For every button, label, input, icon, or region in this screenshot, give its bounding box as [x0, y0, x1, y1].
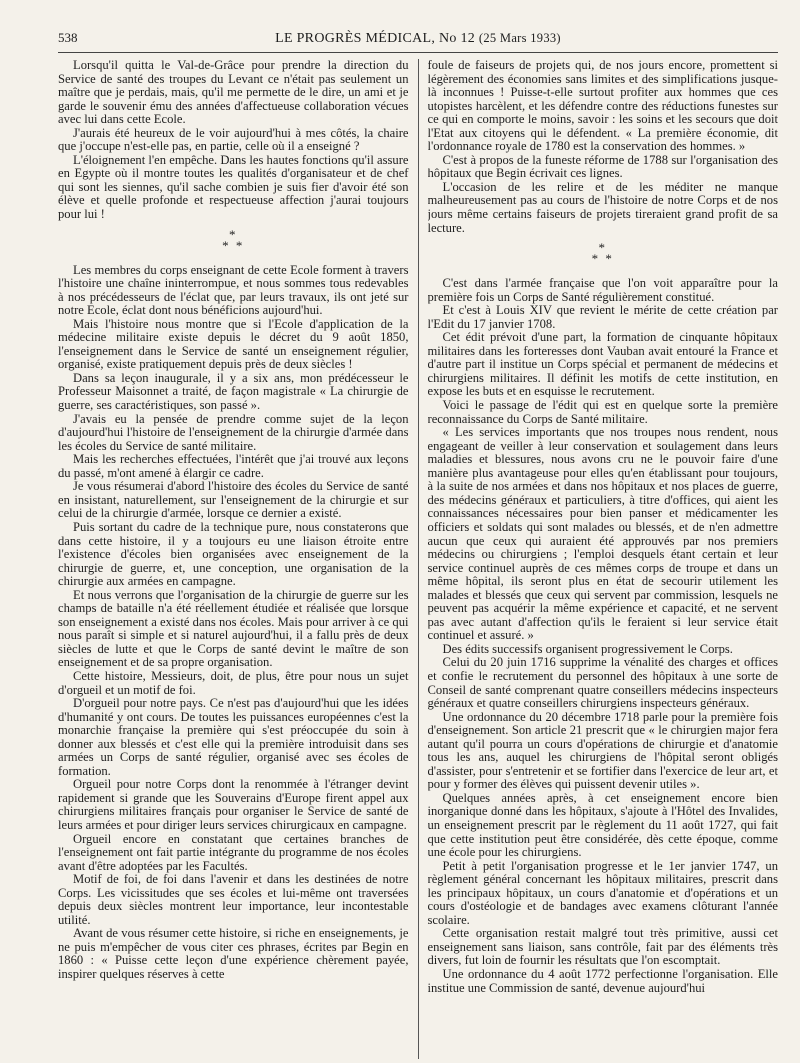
text-columns: [58, 59, 778, 1059]
section-separator: [428, 240, 779, 267]
paragraph: Puis sortant du cadre de la technique pure, nous constaterons que dans cette histoire, il y a toujours eu une liaison étroite entre l'existence d'écoles bien organisées avec enseignement de la chirurgie de guerre, et, une conception, une organisation de la chirurgie aux armées en campagne.: [58, 519, 409, 589]
right-block-1: [428, 59, 779, 235]
separator-star: *: [222, 237, 231, 253]
paragraph: Les membres du corps enseignant de cette Ecole forment à travers l'histoire une chaîne ininterrompue, et nous sommes tous redevables à nos précédesseurs de l'éclat que, par leurs travaux, ils ont jeté sur notre Ecole, éclat dont nous bénéficions aujourd'hui.: [58, 262, 409, 318]
separator-star: *: [229, 226, 238, 242]
paragraph: Lorsqu'il quitta le Val-de-Grâce pour prendre la direction du Service de santé des troupes du Levant ce n'était pas seulement un maître que je perdais, mais, qu'il me permette de le dire, un ami et je garde le souvenir ému des années d'affectueuse collaboration vécues avec lui dans cette Ecole.: [58, 59, 409, 127]
paragraph: Une ordonnance du 4 août 1772 perfectionne l'organisation. Elle institue une Commission de santé, devenue aujourd'hui: [427, 967, 778, 995]
paragraph-continued: foule de faiseurs de projets qui, de nos jours encore, promettent si légèrement des économies sans limites et des simplifications jusque-là inconnues ! Puisse-t-elle surtout profiter aux hommes que ces utopistes harcèlent, et les défendre contre des réductions funestes sur ce qui en comporte le moins, savoir : les soins et les secours que doit l'Etat aux citoyens qui le défendent. « La première économie, dit l'ordonnance royale de 1780 est la conservation des hommes. »: [427, 59, 778, 154]
section-separator: [58, 226, 409, 253]
issue-date: (25 Mars 1933): [478, 31, 561, 45]
paragraph: J'avais eu la pensée de prendre comme sujet de la leçon d'aujourd'hui l'histoire de l'enseignement de la chirurgie d'armée dans les écoles du Service de santé militaire.: [58, 411, 409, 453]
paragraph: Cette organisation restait malgré tout très primitive, aussi cet enseignement sans liaison, sans contrôle, fait par des éléments très divers, fut loin de fournir les résultats que l'on escomptait.: [427, 926, 778, 968]
left-column: [58, 59, 409, 1059]
journal-title: [128, 31, 708, 47]
paragraph: Petit à petit l'organisation progresse et le 1er janvier 1747, un règlement général concernant les hôpitaux militaires, prescrit dans les principaux hôpitaux, un cours d'anatomie et d'opérations et un cours d'ostéologie et de bandages avec examens clôturant l'année scolaire.: [427, 858, 778, 927]
paragraph: Orgueil pour notre Corps dont la renommée à l'étranger devint rapidement si grande que les Souverains d'Europe firent appel aux chirurgiens militaires français pour organiser le Service de santé de leurs armées et pour diriger leurs services chirurgicaux en campagne.: [58, 777, 409, 832]
separator-star: *: [605, 251, 614, 267]
page-number: 538: [58, 30, 78, 45]
paragraph: « Les services importants que nos troupes nous rendent, nous engageant de veiller à leur conservation et soulagement dans leurs maladies et blessures, nous avons cru ne le pouvoir faire d'une manière plus avantageuse pour elles qu'en établissant pour toujours, à la suite de nos armées et dans nos hôpitaux et nos places de guerre, des médecins généraux et particuliers, à titre d'offices, qui aient les connaissances nécessaires pour bien panser et médicamenter les officiers et soldats qui sont malades ou blessés, et de n'en admettre aucun que ceux qui auraient été approuvés par nos premiers médecins ou chirurgiens ; l'emploi desquels étant certain et leur service continuel auprès de ces mêmes corps de troupe et dans un même hôpital, ils seront plus en état de secourir utilement les malades et blessés que ceux qui servent par commission, lesquels ne peuvent pas acquérir la même expérience et capacité, et ne servent pas avec autant d'affection qu'ils le feraient si leur service était continuel et assuré. »: [427, 425, 778, 643]
paragraph: Quelques années après, à cet enseignement encore bien inorganique donné dans les hôpitaux, s'ajoute à l'Hôtel des Invalides, un enseignement prescrit par le règlement du 11 août 1727, qui fait que cette institution peut être considérée, dès cette époque, comme une école pour les chirurgiens.: [427, 790, 778, 860]
paragraph: Je vous résumerai d'abord l'histoire des écoles du Service de santé en insistant, naturellement, sur l'enseignement de la chirurgie et sur celui de la chirurgie d'armée, lorsque ce dernier a existé.: [58, 479, 409, 521]
paragraph: Avant de vous résumer cette histoire, si riche en enseignements, je ne puis m'empêcher de vous citer ces phrases, écrites par Begin en 1860 : « Puisse cette leçon d'une expérience chèrement payée, inspirer quelques réserves à cette: [58, 926, 409, 981]
paragraph: Orgueil encore en constatant que certaines branches de l'enseignement ont fait partie intégrante du programme de nos écoles avant d'être adoptées par les Facultés.: [58, 831, 409, 873]
journal-name: LE PROGRÈS MÉDICAL, No 12: [275, 31, 476, 46]
left-block-1: [58, 59, 409, 222]
paragraph: Et nous verrons que l'organisation de la chirurgie de guerre sur les champs de bataille n'a été réellement étudiée et réalisée que lorsque son enseignement a existé dans nos écoles. Mais pour arriver à ce qui nous paraît si simple et si naturel aujourd'hui, il a fallu près de deux siècles de lutte et que le Corps de santé devint le maître de son enseignement et de sa propre organisation.: [58, 587, 409, 670]
paragraph: C'est dans l'armée française que l'on voit apparaître pour la première fois un Corps de Santé régulièrement constitué.: [427, 276, 778, 304]
paragraph: L'occasion de les relire et de les méditer ne manque malheureusement pas au cours de l'histoire de notre Corps et de nos jours même certains faiseurs de projets tireraient grand profit de sa lecture.: [427, 179, 778, 235]
paragraph: L'éloignement l'en empêche. Dans les hautes fonctions qu'il assure en Egypte où il montre toutes les qualités d'organisateur et de chef qui sont les siennes, qu'il sache combien je suis fier d'avoir été son élève et quelle profonde et respectueuse affection j'aurai toujours pour lui !: [58, 152, 409, 222]
right-block-2: [428, 277, 779, 995]
left-block-2: [58, 264, 409, 982]
paragraph: Dans sa leçon inaugurale, il y a six ans, mon prédécesseur le Professeur Maisonnet a traité, de façon magistrale « La chirurgie de guerre, ses caractéristiques, son passé ».: [58, 370, 409, 413]
paragraph: Cet édit prévoit d'une part, la formation de cinquante hôpitaux militaires dans les forteresses dont Vauban avait entouré la France et d'autre part il institue un Corps spécial et permanent de médecins et chirurgiens militaires. Il définit les motifs de cette institution, en expose les buts et en esquisse le recrutement.: [427, 330, 778, 399]
paragraph: C'est à propos de la funeste réforme de 1788 sur l'organisation des hôpitaux que Begin écrivait ces lignes.: [427, 152, 778, 181]
right-column: [428, 59, 779, 1059]
separator-star: *: [598, 240, 607, 256]
running-header: [58, 30, 778, 53]
paragraph: J'aurais été heureux de le voir aujourd'hui à mes côtés, la chaire que j'occupe n'est-elle pas, en partie, celle où il a enseigné ?: [58, 125, 409, 154]
separator-star: *: [235, 237, 245, 253]
paragraph: Et c'est à Louis XIV que revient le mérite de cette création par l'Edit du 17 janvier 1708.: [427, 303, 778, 331]
column-divider: [418, 59, 419, 1059]
paragraph: Une ordonnance du 20 décembre 1718 parle pour la première fois d'enseignement. Son article 21 prescrit que « le chirurgien major fera autant qu'il pourra un cours d'opérations de chirurgie et d'anatomie tous les ans, auquel les chirurgiens de l'hôpital seront obligés d'assister, pour s'entretenir et se fortifier dans l'exercice de leur art, et pour y former des élèves qui puissent devenir utiles ».: [427, 709, 778, 792]
paragraph: Celui du 20 juin 1716 supprime la vénalité des charges et offices et confie le recrutement du personnel des hôpitaux à une sorte de Conseil de santé comprenant quatre conseillers médecins inspecteurs généraux et quatre conseillers chirurgiens inspecteurs généraux.: [427, 655, 778, 711]
paragraph: Voici le passage de l'édit qui est en quelque sorte la première reconnaissance du Corps de Santé militaire.: [427, 398, 778, 426]
paragraph: Mais l'histoire nous montre que si l'Ecole d'application de la médecine militaire existe depuis le décret du 9 août 1850, l'enseignement dans le Service de santé un enseignement régulier, organisé, existe pratiquement depuis près de deux siècles !: [58, 316, 409, 372]
paragraph: Des édits successifs organisent progressivement le Corps.: [442, 641, 733, 656]
paragraph: D'orgueil pour notre pays. Ce n'est pas d'aujourd'hui que les idées d'humanité y ont cours. De toutes les puissances européennes c'est la monarchie française la première qui s'est préoccupée du soin à donner aux blessés et c'est elle qui la première introduisit dans ses armées un Corps de santé régulier, organisé avec ses écoles de formation.: [58, 696, 409, 778]
paragraph: Motif de foi, de foi dans l'avenir et dans les destinées de notre Corps. Les vicissitudes que ses écoles et lui-même ont traversées depuis deux siècles montrent leur importance, leur incontestable utilité.: [58, 872, 409, 927]
paragraph: Mais les recherches effectuées, l'intérêt que j'ai trouvé aux leçons du passé, m'ont amené à élargir ce cadre.: [58, 452, 409, 480]
separator-star: *: [591, 251, 601, 267]
paragraph: Cette histoire, Messieurs, doit, de plus, être pour nous un sujet d'orgueil et un motif de foi.: [58, 668, 409, 697]
